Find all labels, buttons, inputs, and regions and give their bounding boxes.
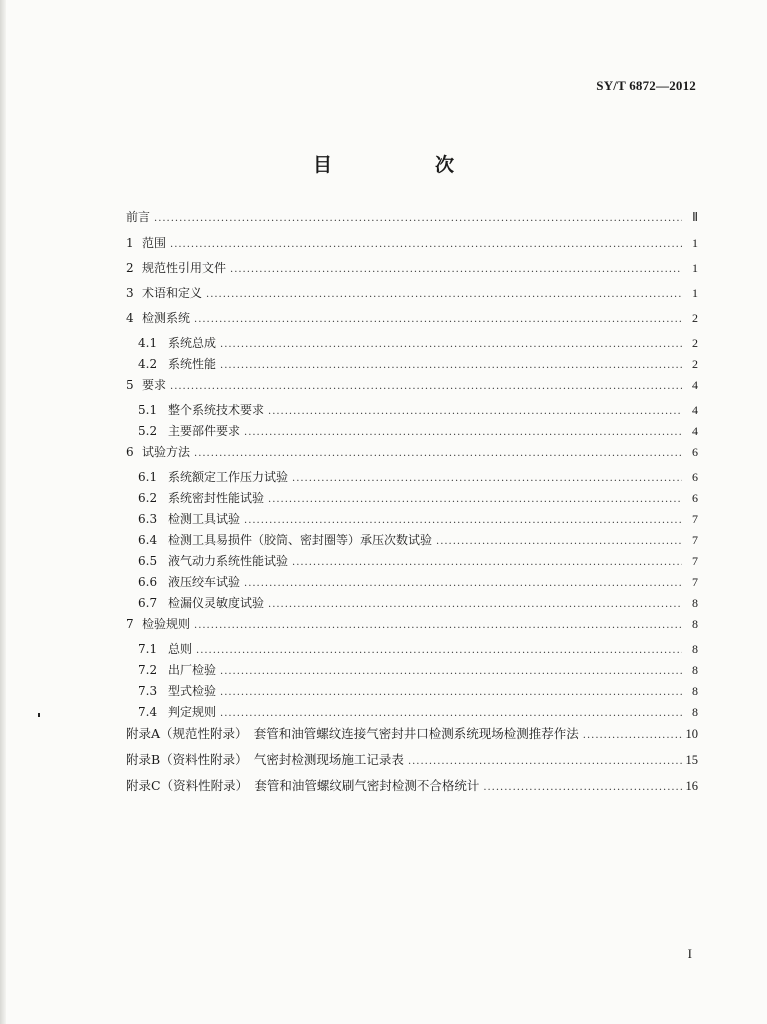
toc-entry-number: 4	[126, 311, 134, 325]
toc-entry-title: 规范性引用文件	[142, 261, 227, 275]
toc-entry-page: 10	[685, 727, 698, 741]
toc-appendix-a[interactable]	[126, 724, 698, 750]
toc-entry-page: 8	[692, 617, 698, 631]
leader-dots	[483, 782, 681, 793]
toc-entry[interactable]	[126, 443, 698, 468]
toc-entry-foreword[interactable]	[126, 208, 698, 234]
toc-entry-number: 5.2	[138, 424, 158, 438]
toc-entry-title: 系统性能	[168, 357, 217, 371]
toc-entry-page: 6	[692, 445, 698, 459]
toc-subentry[interactable]	[126, 594, 698, 615]
toc-entry-title: 整个系统技术要求	[168, 403, 265, 417]
toc-entry-title: 附录A（规范性附录） 套管和油管螺纹连接气密封井口检测系统现场检测推荐作法	[126, 726, 579, 741]
toc-entry-page: 6	[692, 491, 698, 505]
toc-entry-title: 试验方法	[142, 445, 191, 459]
toc-subentry[interactable]	[126, 552, 698, 573]
toc-entry-page: 8	[692, 663, 698, 677]
toc-entry[interactable]	[126, 376, 698, 401]
toc-entry-title: 范围	[142, 236, 167, 250]
toc-subentry[interactable]	[126, 510, 698, 531]
toc-entry-title: 前言	[126, 210, 151, 224]
toc-entry-page: 7	[692, 533, 698, 547]
toc-subentry[interactable]	[126, 468, 698, 489]
toc-entry-number: 7.1	[138, 642, 158, 656]
toc-entry-number: 6.3	[138, 512, 158, 526]
toc-entry-title: 检测工具易损件（胶筒、密封圈等）承压次数试验	[168, 533, 433, 547]
toc-subentry[interactable]	[126, 489, 698, 510]
toc-entry-number: 6.6	[138, 575, 158, 589]
table-of-contents	[126, 208, 698, 802]
toc-subentry[interactable]	[126, 401, 698, 422]
leader-dots	[170, 381, 682, 392]
toc-entry-number: 6.7	[138, 596, 158, 610]
toc-entry-page: 4	[692, 403, 698, 417]
toc-entry-number: 6.1	[138, 470, 158, 484]
toc-entry-page: 7	[692, 512, 698, 526]
toc-entry-title: 判定规则	[168, 705, 217, 719]
toc-entry-title: 术语和定义	[142, 286, 203, 300]
leader-dots	[268, 406, 682, 417]
toc-entry-number: 7.4	[138, 705, 158, 719]
toc-entry-number: 2	[126, 261, 134, 275]
leader-dots	[583, 730, 682, 741]
toc-entry-title: 附录C（资料性附录） 套管和油管螺纹刷气密封检测不合格统计	[126, 778, 480, 793]
toc-entry-number: 4.2	[138, 357, 158, 371]
toc-subentry[interactable]	[126, 422, 698, 443]
toc-entry-title: 系统额定工作压力试验	[168, 470, 289, 484]
toc-entry-page: 2	[692, 357, 698, 371]
toc-entry[interactable]	[126, 284, 698, 309]
leader-dots	[220, 339, 682, 350]
leader-dots	[206, 289, 682, 300]
toc-entry-title: 系统密封性能试验	[168, 491, 265, 505]
toc-entry-page: 15	[685, 753, 698, 767]
toc-entry[interactable]	[126, 615, 698, 640]
toc-entry-number: 6	[126, 445, 134, 459]
toc-subentry[interactable]	[126, 573, 698, 594]
toc-entry-number: 5	[126, 378, 134, 392]
toc-entry-number: 7	[126, 617, 134, 631]
toc-entry-title: 型式检验	[168, 684, 217, 698]
toc-entry-page: 7	[692, 575, 698, 589]
leader-dots	[230, 264, 682, 275]
toc-entry-number: 7.3	[138, 684, 158, 698]
toc-entry-page: 4	[692, 424, 698, 438]
toc-entry-title: 出厂检验	[168, 663, 217, 677]
toc-entry-page: 2	[692, 311, 698, 325]
toc-entry-title: 液气动力系统性能试验	[168, 554, 289, 568]
toc-entry-page: 1	[692, 236, 698, 250]
toc-entry-number: 1	[126, 236, 134, 250]
toc-entry-title: 主要部件要求	[168, 424, 241, 438]
toc-entry-number: 4.1	[138, 336, 158, 350]
leader-dots	[194, 620, 682, 631]
toc-subentry[interactable]	[126, 640, 698, 661]
leader-dots	[244, 515, 682, 526]
toc-entry-page: 4	[692, 378, 698, 392]
toc-entry-number: 6.4	[138, 533, 158, 547]
toc-entry-number: 3	[126, 286, 134, 300]
leader-dots	[268, 599, 682, 610]
document-code: SY/T 6872—2012	[596, 78, 696, 93]
leader-dots	[292, 557, 682, 568]
toc-entry-number: 6.2	[138, 491, 158, 505]
toc-subentry[interactable]	[126, 334, 698, 355]
toc-title: 目 次	[312, 154, 496, 176]
toc-entry-page: 8	[692, 642, 698, 656]
toc-entry-page: 2	[692, 336, 698, 350]
leader-dots	[436, 536, 682, 547]
toc-entry-page: 8	[692, 684, 698, 698]
toc-subentry[interactable]	[126, 682, 698, 703]
toc-entry-page: 16	[685, 779, 698, 793]
toc-entry-title: 液压绞车试验	[168, 575, 241, 589]
leader-dots	[220, 708, 682, 719]
leader-dots	[292, 473, 682, 484]
toc-subentry[interactable]	[126, 703, 698, 724]
leader-dots	[194, 448, 682, 459]
toc-entry[interactable]	[126, 309, 698, 334]
toc-entry-title: 要求	[142, 378, 167, 392]
toc-entry-page: Ⅱ	[692, 210, 698, 224]
toc-appendix-b[interactable]	[126, 750, 698, 776]
toc-subentry[interactable]	[126, 355, 698, 376]
leader-dots	[194, 314, 682, 325]
leader-dots	[268, 494, 682, 505]
toc-entry-number: 5.1	[138, 403, 158, 417]
leader-dots	[170, 239, 682, 250]
toc-subentry[interactable]	[126, 661, 698, 682]
toc-entry[interactable]	[126, 259, 698, 284]
toc-appendix-c[interactable]	[126, 776, 698, 802]
leader-dots	[244, 427, 682, 438]
toc-entry-title: 检验规则	[142, 617, 191, 631]
toc-entry-page: 7	[692, 554, 698, 568]
scan-speck	[38, 713, 40, 717]
toc-entry-page: 8	[692, 705, 698, 719]
toc-entry-page: 1	[692, 261, 698, 275]
toc-entry-title: 附录B（资料性附录） 气密封检测现场施工记录表	[126, 752, 404, 767]
toc-entry-title: 系统总成	[168, 336, 217, 350]
toc-entry-title: 检漏仪灵敏度试验	[168, 596, 265, 610]
leader-dots	[220, 666, 682, 677]
page-number: I	[687, 946, 692, 961]
toc-entry-title: 检测系统	[142, 311, 191, 325]
leader-dots	[408, 756, 682, 767]
leader-dots	[154, 213, 682, 224]
toc-entry-title: 检测工具试验	[168, 512, 241, 526]
leader-dots	[220, 360, 682, 371]
toc-entry-page: 1	[692, 286, 698, 300]
toc-entry-page: 6	[692, 470, 698, 484]
toc-subentry[interactable]	[126, 531, 698, 552]
leader-dots	[196, 645, 682, 656]
leader-dots	[220, 687, 682, 698]
toc-entry-number: 6.5	[138, 554, 158, 568]
toc-entry[interactable]	[126, 234, 698, 259]
toc-entry-number: 7.2	[138, 663, 158, 677]
toc-entry-title: 总则	[168, 642, 193, 656]
leader-dots	[244, 578, 682, 589]
toc-entry-page: 8	[692, 596, 698, 610]
